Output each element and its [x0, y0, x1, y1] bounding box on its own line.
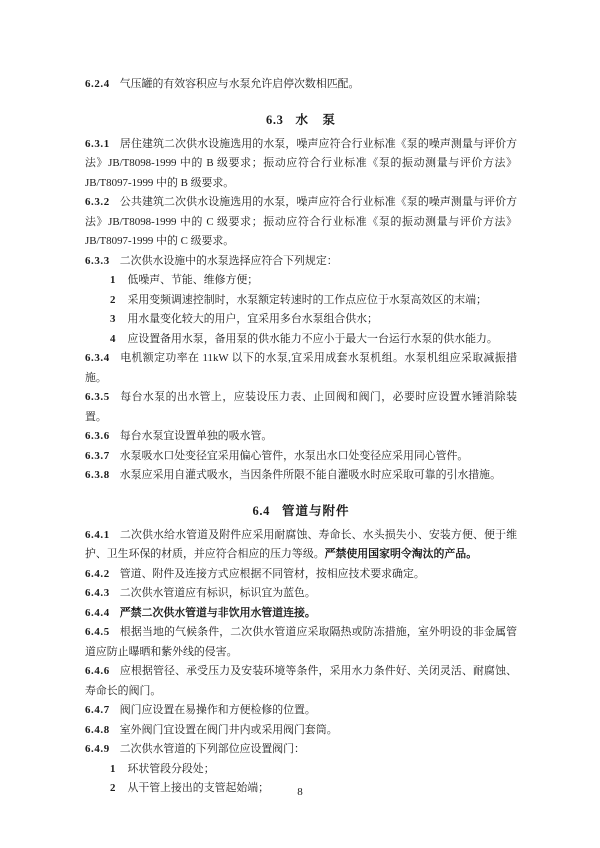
clause-text: 每台水泵宜设置单独的吸水管。: [119, 430, 273, 442]
clause-6.3.1: [85, 135, 517, 194]
clause-6.4.7: [85, 701, 517, 721]
subitem-6.3.3-1: [85, 271, 517, 291]
clause-6.4.9: [85, 740, 517, 760]
subitem-number: 2: [110, 782, 116, 794]
clause-text: 管道、附件及连接方式应根据不同管材，按相应技术要求确定。: [119, 567, 425, 580]
clause-text: 阀门应设置在易操作和方便检修的位置。: [119, 704, 316, 716]
clause-6.3.6: [85, 427, 517, 447]
clause-text-emphasized: 严禁使用国家明令淘汰的产品。: [324, 548, 478, 560]
clause-text: 二次供水管道应有标识，标识宜为蓝色。: [119, 587, 316, 599]
clause-number: 6.4.1: [85, 528, 110, 541]
clause-6.2.4: [85, 75, 517, 95]
clause-number: 6.3.6: [85, 430, 110, 442]
clause-number: 6.4.3: [85, 587, 110, 599]
clause-number: 6.2.4: [85, 78, 110, 90]
clause-6.3.5: [85, 388, 517, 427]
document-content: [85, 75, 517, 799]
clause-text: 公共建筑二次供水设施选用的水泵，噪声应符合行业标准《泵的噪声测量与评价方法》JB/T8098-1999 中的 C 级要求；振动应符合行业标准《泵的振动测量与评价方法》JB/T8097-1999 中的 C 级要求。: [85, 196, 517, 247]
subitem-text: 用水量变化较大的用户，宜采用多台水泵组合供水；: [127, 313, 378, 325]
clause-6.3.7: [85, 447, 517, 467]
clause-text: 二次供水给水管道及附件应采用耐腐蚀、寿命长、水头损失小、安装方便、便于维护、卫生环保的材质，并应符合相应的压力等级。: [85, 528, 517, 560]
clause-number: 6.4.9: [85, 743, 110, 755]
clause-number: 6.3.3: [85, 254, 110, 267]
clause-text: 室外阀门宜设置在阀门井内或采用阀门套筒。: [119, 723, 338, 736]
subitem-6.3.3-4: [85, 330, 517, 350]
clause-6.4.2: [85, 565, 517, 585]
subitem-6.3.3-3: [85, 310, 517, 330]
subitem-text: 环状管段分段处；: [127, 762, 215, 775]
clause-number: 6.3.1: [85, 137, 110, 150]
clause-text: 应根据管径、承受压力及安装环境等条件，采用水力条件好、关闭灵活、耐腐蚀、寿命长的阀门。: [85, 665, 517, 697]
clause-text: 水泵应采用自灌式吸水，当因条件所限不能自灌吸水时应采取可靠的引水措施。: [119, 469, 501, 481]
clause-number: 6.4.8: [85, 723, 110, 736]
clause-number: 6.4.6: [85, 665, 110, 677]
clause-6.3.3: [85, 252, 517, 272]
clause-text: 电机额定功率在 11kW 以下的水泵,宜采用成套水泵机组。水泵机组应采取减振措施。: [85, 352, 517, 384]
clause-6.4.3: [85, 584, 517, 604]
section-number: 6.3: [266, 112, 284, 127]
subitem-text: 应设置备用水泵，备用泵的供水能力不应小于最大一台运行水泵的供水能力。: [127, 332, 498, 345]
subitem-number: 1: [110, 762, 116, 775]
clause-number: 6.3.4: [85, 352, 110, 364]
clause-text: 二次供水设施中的水泵选择应符合下列规定：: [119, 254, 338, 267]
clause-number: 6.3.2: [85, 196, 110, 208]
clause-6.4.6: [85, 662, 517, 701]
clause-text: 水泵吸水口处变径宜采用偏心管件，水泵出水口处变径应采用同心管件。: [119, 449, 469, 462]
section-title: 水 泵: [295, 112, 336, 127]
clause-text-emphasized: 严禁二次供水管道与非饮用水管道连接。: [119, 606, 316, 619]
clause-6.3.2: [85, 193, 517, 252]
subitem-6.3.3-2: [85, 291, 517, 311]
subitem-text: 低噪声、节能、维修方便；: [127, 274, 259, 286]
clause-6.4.1: [85, 526, 517, 565]
page-number: 8: [297, 786, 303, 798]
clause-6.3.8: [85, 466, 517, 486]
subitem-text: 从干管上接出的支管起始端；: [127, 782, 270, 794]
subitem-number: 1: [110, 274, 116, 286]
clause-number: 6.4.4: [85, 606, 110, 619]
clause-6.4.5: [85, 623, 517, 662]
clause-number: 6.4.2: [85, 567, 110, 580]
subitem-number: 2: [110, 293, 116, 306]
subitem-text: 采用变频调速控制时，水泵额定转速时的工作点应位于水泵高效区的末端；: [127, 293, 487, 306]
section-heading-6.4: [85, 501, 517, 521]
subitem-6.4.9-1: [85, 760, 517, 780]
section-title: 管道与附件: [281, 503, 350, 518]
clause-text: 每台水泵的出水管上，应装设压力表、止回阀和阀门，必要时应设置水锤消除装置。: [85, 391, 517, 423]
clause-text: 二次供水管道的下列部位应设置阀门：: [119, 743, 305, 755]
clause-text: 气压罐的有效容积应与水泵允许启停次数相匹配。: [119, 78, 360, 90]
section-number: 6.4: [252, 503, 270, 518]
subitem-number: 4: [110, 332, 116, 345]
clause-number: 6.4.5: [85, 626, 110, 638]
clause-6.3.4: [85, 349, 517, 388]
subitem-number: 3: [110, 313, 116, 325]
clause-6.4.4: [85, 604, 517, 624]
clause-number: 6.3.7: [85, 449, 110, 462]
clause-number: 6.3.5: [85, 391, 110, 403]
clause-6.4.8: [85, 721, 517, 741]
clause-text: 居住建筑二次供水设施选用的水泵，噪声应符合行业标准《泵的噪声测量与评价方法》JB/T8098-1999 中的 B 级要求；振动应符合行业标准《泵的振动测量与评价方法》JB/T8097-1999 中的 B 级要求。: [85, 137, 517, 189]
section-heading-6.3: [85, 110, 517, 130]
clause-number: 6.4.7: [85, 704, 110, 716]
clause-number: 6.3.8: [85, 469, 110, 481]
clause-text: 根据当地的气候条件，二次供水管道应采取隔热或防冻措施，室外明设的非金属管道应防止曝晒和紫外线的侵害。: [85, 626, 517, 658]
